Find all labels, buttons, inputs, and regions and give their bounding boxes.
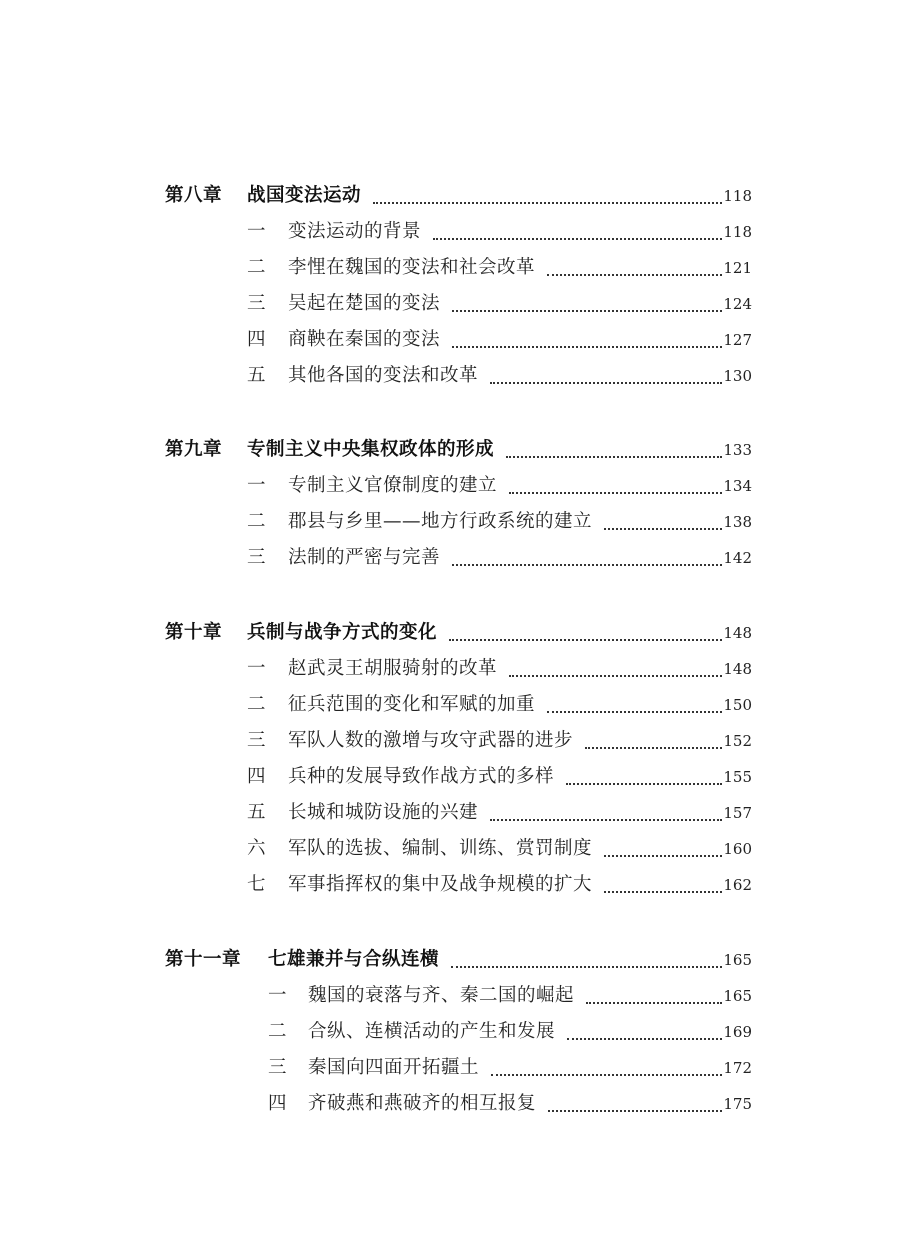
page-number: 175: [723, 1095, 752, 1113]
page-number: 134: [723, 477, 752, 495]
section-number: 四: [247, 329, 267, 350]
toc-entry[interactable]: [0, 506, 900, 536]
page-number: 162: [723, 876, 752, 894]
section-number: 一: [247, 221, 267, 242]
dot-leader: [547, 274, 722, 276]
toc-entry[interactable]: [0, 360, 900, 390]
chapter-title: 七雄兼并与合纵连横: [268, 949, 440, 970]
page-number: 118: [723, 223, 752, 241]
toc-entry[interactable]: [0, 725, 900, 755]
section-number: 四: [247, 766, 267, 787]
page-number: 157: [723, 804, 752, 822]
page-number: 118: [723, 187, 752, 205]
toc-entry[interactable]: [0, 324, 900, 354]
page-number: 169: [723, 1023, 752, 1041]
toc-entry[interactable]: [0, 470, 900, 500]
section-number: 二: [268, 1021, 288, 1042]
section-number: 二: [247, 257, 267, 278]
toc-entry[interactable]: [0, 288, 900, 318]
dot-leader: [585, 747, 722, 749]
page-number: 142: [723, 549, 752, 567]
section-title: 赵武灵王胡服骑射的改革: [288, 658, 498, 679]
section-title: 法制的严密与完善: [288, 547, 441, 568]
section-number: 三: [247, 547, 267, 568]
section-title: 军队的选拔、编制、训练、赏罚制度: [288, 838, 593, 859]
dot-leader: [452, 564, 722, 566]
dot-leader: [547, 711, 722, 713]
dot-leader: [451, 966, 722, 968]
toc-entry[interactable]: [0, 761, 900, 791]
toc-entry[interactable]: [0, 797, 900, 827]
page-number: 152: [723, 732, 752, 750]
section-title: 秦国向四面开拓疆土: [308, 1057, 480, 1078]
page-number: 148: [723, 624, 752, 642]
chapter-heading[interactable]: [0, 434, 900, 464]
dot-leader: [506, 456, 722, 458]
page-number: 165: [723, 951, 752, 969]
dot-leader: [452, 346, 722, 348]
toc-entry[interactable]: [0, 833, 900, 863]
section-title: 其他各国的变法和改革: [288, 365, 479, 386]
section-number: 三: [247, 293, 267, 314]
page-number: 121: [723, 259, 752, 277]
section-title: 长城和城防设施的兴建: [288, 802, 479, 823]
dot-leader: [566, 783, 722, 785]
section-number: 五: [247, 802, 267, 823]
dot-leader: [604, 891, 722, 893]
section-title: 专制主义官僚制度的建立: [288, 475, 498, 496]
section-number: 三: [247, 730, 267, 751]
dot-leader: [586, 1002, 722, 1004]
page-number: 130: [723, 367, 752, 385]
dot-leader: [373, 202, 722, 204]
section-title: 征兵范围的变化和军赋的加重: [288, 694, 536, 715]
dot-leader: [604, 528, 722, 530]
dot-leader: [548, 1110, 722, 1112]
chapter-heading[interactable]: [0, 180, 900, 210]
toc-entry[interactable]: [0, 689, 900, 719]
chapter-label: 第十一章: [165, 949, 242, 970]
page-number: 138: [723, 513, 752, 531]
toc-entry[interactable]: [0, 216, 900, 246]
section-title: 李悝在魏国的变法和社会改革: [288, 257, 536, 278]
page-number: 150: [723, 696, 752, 714]
section-number: 五: [247, 365, 267, 386]
dot-leader: [433, 238, 722, 240]
page-number: 133: [723, 441, 752, 459]
dot-leader: [509, 492, 722, 494]
page-number: 172: [723, 1059, 752, 1077]
chapter-heading[interactable]: [0, 617, 900, 647]
section-number: 四: [268, 1093, 288, 1114]
section-title: 军事指挥权的集中及战争规模的扩大: [288, 874, 593, 895]
section-title: 吴起在楚国的变法: [288, 293, 441, 314]
section-number: 一: [247, 475, 267, 496]
chapter-heading[interactable]: [0, 944, 900, 974]
toc-entry[interactable]: [0, 1016, 900, 1046]
section-number: 七: [247, 874, 267, 895]
toc-entry[interactable]: [0, 542, 900, 572]
page-number: 155: [723, 768, 752, 786]
page-number: 165: [723, 987, 752, 1005]
dot-leader: [491, 1074, 722, 1076]
toc-entry[interactable]: [0, 869, 900, 899]
toc-entry[interactable]: [0, 653, 900, 683]
dot-leader: [567, 1038, 722, 1040]
section-title: 变法运动的背景: [288, 221, 422, 242]
section-title: 兵种的发展导致作战方式的多样: [288, 766, 555, 787]
dot-leader: [490, 382, 722, 384]
chapter-title: 兵制与战争方式的变化: [247, 622, 438, 643]
section-number: 六: [247, 838, 267, 859]
section-number: 二: [247, 694, 267, 715]
chapter-title: 战国变法运动: [247, 185, 362, 206]
chapter-label: 第十章: [165, 622, 223, 643]
dot-leader: [509, 675, 722, 677]
page-number: 127: [723, 331, 752, 349]
section-number: 一: [247, 658, 267, 679]
section-title: 军队人数的激增与攻守武器的进步: [288, 730, 574, 751]
section-number: 三: [268, 1057, 288, 1078]
section-title: 合纵、连横活动的产生和发展: [308, 1021, 556, 1042]
section-number: 二: [247, 511, 267, 532]
page-number: 148: [723, 660, 752, 678]
page-number: 160: [723, 840, 752, 858]
page-number: 124: [723, 295, 752, 313]
chapter-label: 第九章: [165, 439, 223, 460]
toc-entry[interactable]: [0, 1052, 900, 1082]
toc-entry[interactable]: [0, 980, 900, 1010]
section-number: 一: [268, 985, 288, 1006]
toc-entry[interactable]: [0, 1088, 900, 1118]
section-title: 魏国的衰落与齐、秦二国的崛起: [308, 985, 575, 1006]
dot-leader: [604, 855, 722, 857]
dot-leader: [490, 819, 722, 821]
section-title: 齐破燕和燕破齐的相互报复: [308, 1093, 537, 1114]
dot-leader: [452, 310, 722, 312]
dot-leader: [449, 639, 722, 641]
toc-entry[interactable]: [0, 252, 900, 282]
section-title: 郡县与乡里——地方行政系统的建立: [288, 511, 593, 532]
chapter-title: 专制主义中央集权政体的形成: [247, 439, 495, 460]
section-title: 商鞅在秦国的变法: [288, 329, 441, 350]
chapter-label: 第八章: [165, 185, 223, 206]
